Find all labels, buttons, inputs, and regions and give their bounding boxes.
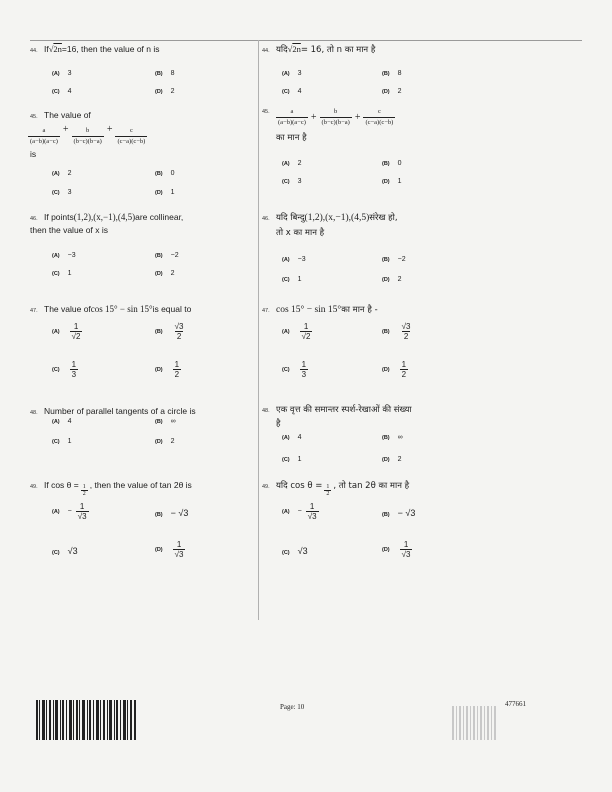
question-number: 46. — [30, 216, 38, 222]
points-expression: (1,2),(x,−1),(4,5) — [304, 213, 370, 223]
question-49-hi: 49. यदि cos θ = $\frac{1}{2}$ , तो tan 2θ का मान है (A) − $\frac{1}{√3}$ (B) − √3 (C) √3 (D) $\frac{1}{√3}$ — [262, 481, 416, 559]
option-d[interactable]: (D) $\frac{1}{√3}$ — [155, 540, 184, 559]
barcode-icon — [36, 700, 136, 740]
option-b[interactable]: (B) − √3 — [382, 508, 416, 518]
option-c[interactable]: (C) 3 — [282, 178, 302, 185]
option-a[interactable]: (A) 4 — [282, 434, 302, 441]
question-45-hi: 45. a (a−b)(a−c) + $\frac{b}{(b-c)(b-a)}$ + $\frac{c}{(c-a)(c-b)}$ का मान है (A) 2 (B) 0 (C) 3 (D) 1 — [262, 108, 402, 185]
question-text: एक वृत्त की समान्तर स्पर्श-रेखाओं की संख्या — [276, 405, 412, 415]
option-a[interactable]: (A) − $\frac{1}{√3}$ — [282, 502, 317, 521]
points-expression: (1,2),(x,−1),(4,5) — [73, 212, 136, 222]
question-46-hi: 46. यदि बिन्दु (1,2),(x,−1),(4,5) संरेख हो, तो x का मान है (A) −3 (B) −2 (C) 1 (D) 2 — [262, 213, 406, 283]
option-d[interactable]: (D) 2 — [382, 276, 402, 283]
question-text: If — [44, 44, 49, 54]
fraction-expression: a (a−b)(a−c) + $\frac{b}{(b-c)(b-a)}$ + $\frac{c}{(c-a)(c-b)}$ — [278, 108, 394, 126]
option-c[interactable]: (C) 4 — [52, 88, 72, 95]
option-b[interactable]: (B) 0 — [155, 170, 175, 177]
sqrt-expression: √2n — [48, 44, 62, 54]
option-a[interactable]: (A) 2 — [52, 170, 72, 177]
question-47-en: 47. The value of cos 15° − sin 15° is equal to (A) $\frac{1}{√2}$ (B) $\frac{√3}{2}$ (C) $\frac{1}{3}$ (D) $\frac{1}{2}$ — [30, 304, 192, 379]
fraction-expression: a (a−b)(a−c) + $\frac{b}{(b-c)(b-a)}$ + $\frac{c}{(c-a)(c-b)}$ — [30, 124, 146, 145]
option-c[interactable]: (C) 3 — [52, 189, 72, 196]
option-d[interactable]: (D) 1 — [382, 178, 402, 185]
question-number: 48. — [262, 408, 270, 414]
top-rule — [30, 40, 582, 41]
option-a[interactable]: (A) − $\frac{1}{√3}$ — [52, 502, 87, 521]
question-number: 46. — [262, 216, 270, 222]
option-c[interactable]: (C) 1 — [282, 456, 302, 463]
question-number: 44. — [262, 48, 270, 54]
question-text: Number of parallel tangents of a circle is — [44, 406, 196, 416]
option-a[interactable]: (A) 4 — [52, 418, 72, 425]
option-c[interactable]: (C) 1 — [52, 270, 72, 277]
question-number: 48. — [30, 410, 38, 416]
option-b[interactable]: (B) 8 — [155, 70, 175, 77]
option-a[interactable]: (A) −3 — [282, 256, 306, 263]
option-c[interactable]: (C) $\frac{1}{3}$ — [52, 360, 77, 379]
question-44-en: 44. If √2n = 16, then the value of n is (A) 3 (B) 8 (C) 4 (D) 2 — [30, 44, 175, 95]
question-44-hi: 44. यदि √2n = 16, तो n का मान है (A) 3 (B) 8 (C) 4 (D) 2 — [262, 44, 402, 95]
option-b[interactable]: (B) 8 — [382, 70, 402, 77]
option-b[interactable]: (B) ∞ — [155, 418, 176, 425]
question-number: 49. — [262, 484, 270, 490]
option-a[interactable]: (A) $\frac{1}{√2}$ — [52, 322, 81, 341]
column-divider — [258, 40, 259, 620]
question-48-hi: 48. एक वृत्त की समान्तर स्पर्श-रेखाओं की संख्या है (A) 4 (B) ∞ (C) 1 (D) 2 — [262, 405, 412, 463]
page-number: Page: 10 — [280, 703, 305, 711]
option-c[interactable]: (C) 1 — [282, 276, 302, 283]
option-a[interactable]: (A) 3 — [282, 70, 302, 77]
option-a[interactable]: (A) 2 — [282, 160, 302, 167]
option-c[interactable]: (C) √3 — [52, 546, 78, 556]
option-d[interactable]: (D) 2 — [155, 270, 175, 277]
question-text: The value of — [44, 110, 91, 120]
question-46-en: 46. If points (1,2),(x,−1),(4,5) are collinear, then the value of x is (A) −3 (B) −2 (C) 1 (D) 2 — [30, 212, 184, 277]
option-d[interactable]: (D) $\frac{1}{2}$ — [155, 360, 180, 379]
option-b[interactable]: (B) −2 — [382, 256, 406, 263]
option-a[interactable]: (A) 3 — [52, 70, 72, 77]
question-number: 47. — [30, 308, 38, 314]
option-b[interactable]: (B) 0 — [382, 160, 402, 167]
paper-code: 477661 — [505, 700, 526, 708]
option-d[interactable]: (D) 2 — [155, 88, 175, 95]
option-a[interactable]: (A) −3 — [52, 252, 76, 259]
option-c[interactable]: (C) $\frac{1}{3}$ — [282, 360, 307, 379]
option-d[interactable]: (D) $\frac{1}{√3}$ — [382, 540, 411, 559]
option-a[interactable]: (A) $\frac{1}{√2}$ — [282, 322, 311, 341]
option-d[interactable]: (D) 1 — [155, 189, 175, 196]
question-number: 45. — [30, 114, 38, 120]
option-d[interactable]: (D) 2 — [382, 88, 402, 95]
option-b[interactable]: (B) $\frac{√3}{2}$ — [382, 322, 411, 341]
option-d[interactable]: (D) $\frac{1}{2}$ — [382, 360, 407, 379]
question-45-en: 45. The value of a (a−b)(a−c) + $\frac{b}{(b-c)(b-a)}$ + $\frac{c}{(c-a)(c-b)}$ is (A) 2 (B) 0 (C) 3 (D) 1 — [30, 110, 256, 159]
question-number: 45. — [262, 109, 270, 115]
option-b[interactable]: (B) − √3 — [155, 508, 189, 518]
trig-expression: cos 15° − sin 15° — [90, 304, 153, 314]
option-d[interactable]: (D) 2 — [382, 456, 402, 463]
question-48-en — [30, 406, 256, 445]
option-d[interactable]: (D) 2 — [155, 438, 175, 445]
option-c[interactable]: (C) 1 — [52, 438, 72, 445]
question-47-hi: 47. cos 15° − sin 15° का मान है - (A) $\frac{1}{√2}$ (B) $\frac{√3}{2}$ (C) $\frac{1}{3}$ (D) $\frac{1}{2}$ — [262, 304, 546, 315]
option-c[interactable]: (C) 4 — [282, 88, 302, 95]
option-b[interactable]: (B) ∞ — [382, 434, 403, 441]
question-49-en: 49. If cos θ = $\frac{1}{2}$ , then the value of tan 2θ is (A) − $\frac{1}{√3}$ (B) − √3 (C) √3 (D) $\frac{1}{√3}$ — [30, 480, 192, 559]
question-number: 47. — [262, 308, 270, 314]
sqrt-expression: √2n — [287, 44, 301, 54]
question-number: 44. — [30, 48, 38, 54]
question-number: 49. — [30, 484, 38, 490]
option-c[interactable]: (C) √3 — [282, 546, 308, 556]
option-b[interactable]: (B) −2 — [155, 252, 179, 259]
faded-barcode-icon — [452, 700, 552, 740]
option-b[interactable]: (B) $\frac{√3}{2}$ — [155, 322, 184, 341]
trig-expression: cos 15° − sin 15° — [276, 305, 342, 315]
